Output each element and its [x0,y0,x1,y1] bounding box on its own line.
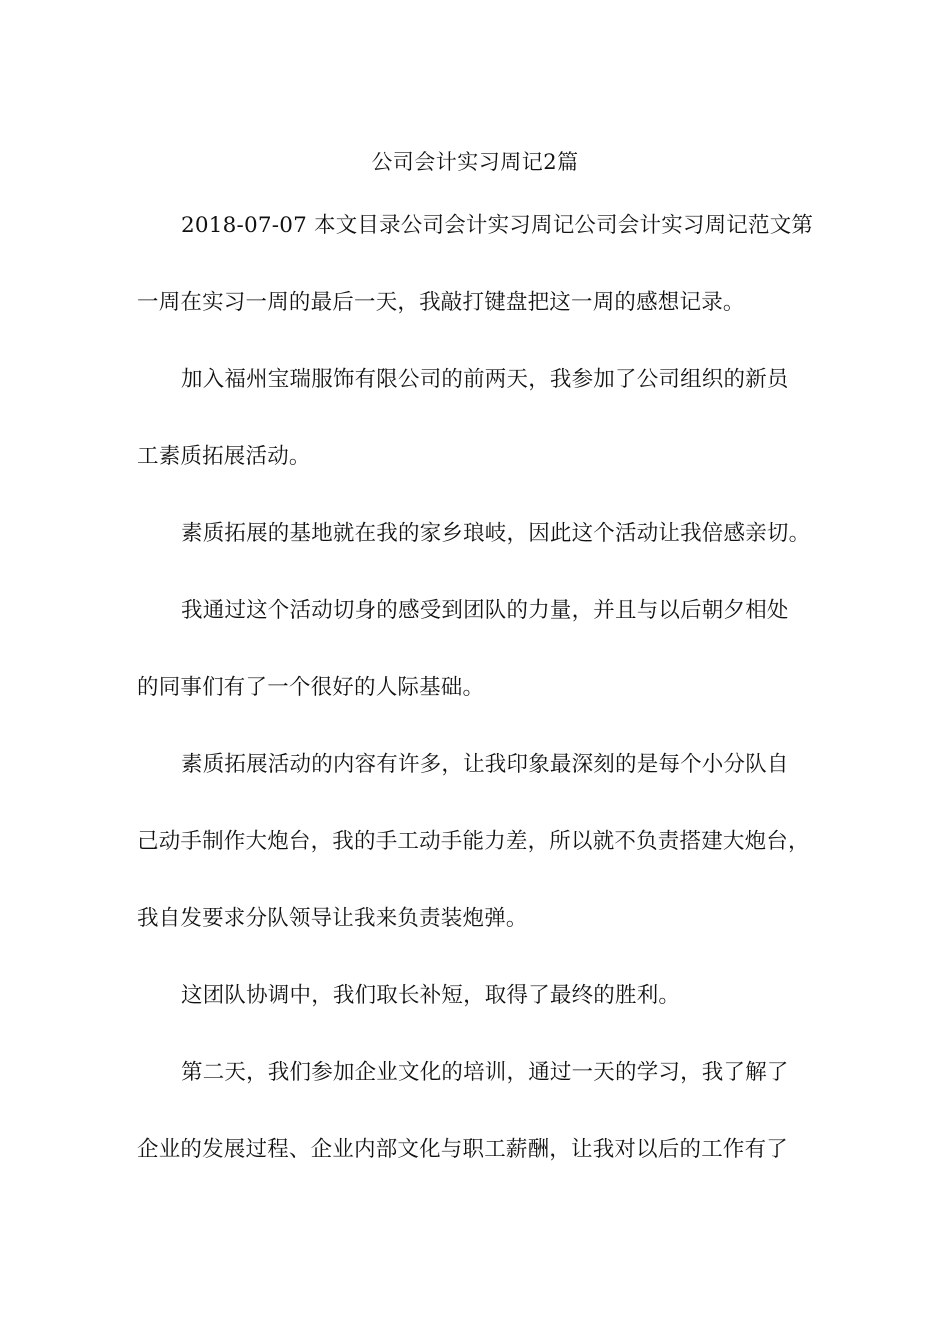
text-line: 一周在实习一周的最后一天，我敲打键盘把这一周的感想记录。 [137,290,745,315]
text-line: 这团队协调中，我们取长补短，取得了最终的胜利。 [181,983,681,1008]
text-line: 素质拓展活动的内容有许多，让我印象最深刻的是每个小分队自 [181,752,789,777]
text-line: 的同事们有了一个很好的人际基础。 [137,675,485,700]
text-line: 我通过这个活动切身的感受到团队的力量，并且与以后朝夕相处 [181,598,789,623]
text-line: 素质拓展的基地就在我的家乡琅岐，因此这个活动让我倍感亲切。 [181,521,811,546]
text-line: 加入福州宝瑞服饰有限公司的前两天，我参加了公司组织的新员 [181,367,789,392]
text-line: 2018-07-07 本文目录公司会计实习周记公司会计实习周记范文第 [181,213,814,238]
text-line: 第二天，我们参加企业文化的培训，通过一天的学习，我了解了 [181,1060,789,1085]
document-title: 公司会计实习周记2篇 [371,150,579,174]
text-line: 己动手制作大炮台，我的手工动手能力差，所以就不负责搭建大炮台， [137,829,810,854]
text-line: 我自发要求分队领导让我来负责装炮弹。 [137,906,528,931]
text-line: 企业的发展过程、企业内部文化与职工薪酬，让我对以后的工作有了 [137,1137,789,1162]
document-body [137,208,827,1209]
text-line: 工素质拓展活动。 [137,444,311,469]
